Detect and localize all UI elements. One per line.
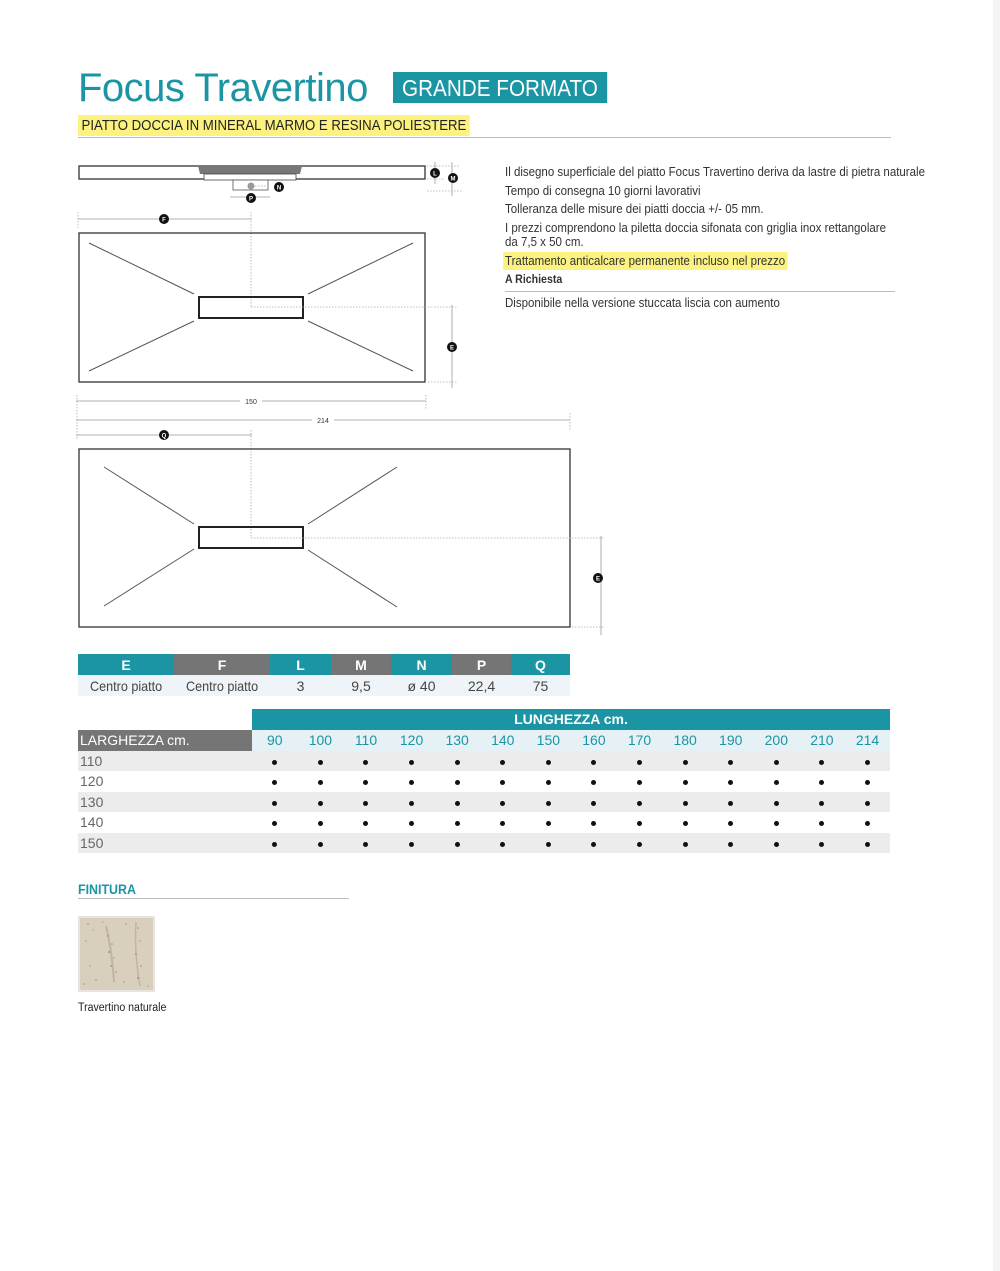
availability-cell bbox=[389, 812, 435, 833]
finish-divider bbox=[78, 898, 349, 899]
availability-cell bbox=[754, 812, 800, 833]
svg-text:L: L bbox=[433, 171, 437, 178]
availability-cell bbox=[480, 792, 526, 813]
availability-cell bbox=[662, 812, 708, 833]
availability-cell bbox=[799, 751, 845, 772]
info-line: da 7,5 x 50 cm. bbox=[505, 234, 584, 249]
size-row bbox=[78, 792, 890, 813]
availability-cell bbox=[526, 792, 572, 813]
available-dot-icon bbox=[455, 780, 460, 785]
availability-cell bbox=[799, 833, 845, 854]
availability-cell bbox=[662, 771, 708, 792]
marker-L bbox=[430, 168, 440, 178]
available-dot-icon bbox=[500, 801, 505, 806]
availability-cell bbox=[298, 771, 344, 792]
length-col-110: 110 bbox=[343, 730, 389, 751]
available-dot-icon bbox=[318, 780, 323, 785]
finish-title: FINITURA bbox=[78, 882, 136, 897]
availability-cell bbox=[526, 833, 572, 854]
availability-cell bbox=[343, 792, 389, 813]
svg-text:M: M bbox=[450, 176, 456, 183]
available-dot-icon bbox=[318, 801, 323, 806]
availability-cell bbox=[754, 751, 800, 772]
width-row-label: 110 bbox=[78, 751, 252, 772]
availability-cell bbox=[708, 812, 754, 833]
availability-cell bbox=[845, 771, 891, 792]
length-col-180: 180 bbox=[662, 730, 708, 751]
availability-cell bbox=[571, 833, 617, 854]
availability-cell bbox=[343, 833, 389, 854]
format-badge: GRANDE FORMATO bbox=[393, 72, 607, 103]
available-dot-icon bbox=[865, 821, 870, 826]
availability-cell bbox=[617, 792, 663, 813]
availability-cell bbox=[434, 812, 480, 833]
available-dot-icon bbox=[865, 780, 870, 785]
available-dot-icon bbox=[637, 842, 642, 847]
availability-cell bbox=[708, 833, 754, 854]
available-dot-icon bbox=[591, 842, 596, 847]
length-col-90: 90 bbox=[252, 730, 298, 751]
available-dot-icon bbox=[683, 801, 688, 806]
svg-text:E: E bbox=[449, 345, 455, 352]
available-dot-icon bbox=[546, 842, 551, 847]
availability-cell bbox=[389, 833, 435, 854]
availability-cell bbox=[434, 792, 480, 813]
availability-cell bbox=[571, 792, 617, 813]
available-dot-icon bbox=[637, 821, 642, 826]
dim-value-Q: 75 bbox=[511, 675, 570, 696]
available-dot-icon bbox=[363, 842, 368, 847]
available-dot-icon bbox=[500, 842, 505, 847]
on-request-title: A Richiesta bbox=[505, 274, 563, 286]
dim-value-F: Centro piatto bbox=[174, 675, 270, 696]
available-dot-icon bbox=[318, 821, 323, 826]
availability-cell bbox=[845, 751, 891, 772]
available-dot-icon bbox=[272, 760, 277, 765]
available-dot-icon bbox=[774, 760, 779, 765]
dim-value-N: ø 40 bbox=[391, 675, 452, 696]
available-dot-icon bbox=[272, 801, 277, 806]
availability-cell bbox=[252, 792, 298, 813]
availability-cell bbox=[708, 751, 754, 772]
availability-cell bbox=[662, 792, 708, 813]
available-dot-icon bbox=[819, 842, 824, 847]
availability-cell bbox=[389, 792, 435, 813]
marker-Q bbox=[159, 430, 169, 440]
dim-value-P: 22,4 bbox=[452, 675, 511, 696]
availability-cell bbox=[298, 812, 344, 833]
available-dot-icon bbox=[819, 821, 824, 826]
availability-cell bbox=[343, 812, 389, 833]
available-dot-icon bbox=[591, 780, 596, 785]
available-dot-icon bbox=[865, 801, 870, 806]
availability-cell bbox=[480, 833, 526, 854]
available-dot-icon bbox=[409, 801, 414, 806]
availability-cell bbox=[754, 771, 800, 792]
dim-header-F: F bbox=[174, 654, 270, 675]
length-col-130: 130 bbox=[434, 730, 480, 751]
available-dot-icon bbox=[774, 842, 779, 847]
svg-text:F: F bbox=[162, 217, 166, 224]
marker-P bbox=[246, 193, 256, 203]
availability-cell bbox=[434, 833, 480, 854]
dim-header-Q: Q bbox=[511, 654, 570, 675]
available-dot-icon bbox=[455, 801, 460, 806]
availability-cell bbox=[662, 833, 708, 854]
availability-cell bbox=[799, 792, 845, 813]
info-divider bbox=[505, 291, 895, 292]
length-col-210: 210 bbox=[799, 730, 845, 751]
svg-text:Q: Q bbox=[161, 433, 167, 440]
length-header: LUNGHEZZA cm. bbox=[252, 709, 890, 730]
available-dot-icon bbox=[455, 821, 460, 826]
marker-E-1 bbox=[447, 342, 457, 352]
size-row bbox=[78, 812, 890, 833]
available-dot-icon bbox=[819, 760, 824, 765]
sizes-table bbox=[78, 730, 890, 853]
width-row-label: 150 bbox=[78, 833, 252, 854]
marker-E-2 bbox=[593, 573, 603, 583]
svg-text:E: E bbox=[595, 576, 601, 583]
available-dot-icon bbox=[683, 842, 688, 847]
plan-view-214 bbox=[79, 449, 605, 635]
available-dot-icon bbox=[683, 760, 688, 765]
info-line: Tempo di consegna 10 giorni lavorativi bbox=[505, 183, 701, 198]
available-dot-icon bbox=[546, 780, 551, 785]
width-row-label: 130 bbox=[78, 792, 252, 813]
available-dot-icon bbox=[318, 760, 323, 765]
width-header: LARGHEZZA cm. bbox=[78, 730, 252, 751]
dimensions-table bbox=[78, 654, 570, 696]
length-col-160: 160 bbox=[571, 730, 617, 751]
availability-cell bbox=[708, 792, 754, 813]
availability-cell bbox=[252, 751, 298, 772]
finish-swatch-travertino[interactable] bbox=[78, 916, 155, 992]
availability-cell bbox=[298, 751, 344, 772]
availability-cell bbox=[617, 771, 663, 792]
finish-label: Travertino naturale bbox=[78, 1002, 167, 1014]
availability-cell bbox=[845, 792, 891, 813]
width-row-label: 140 bbox=[80, 814, 104, 831]
available-dot-icon bbox=[546, 760, 551, 765]
available-dot-icon bbox=[546, 821, 551, 826]
availability-cell bbox=[571, 771, 617, 792]
dim-value-E: Centro piatto bbox=[78, 675, 174, 696]
svg-text:N: N bbox=[276, 185, 282, 192]
plan-view-150 bbox=[79, 233, 458, 388]
available-dot-icon bbox=[318, 842, 323, 847]
available-dot-icon bbox=[409, 760, 414, 765]
marker-N bbox=[274, 182, 284, 192]
availability-cell bbox=[389, 771, 435, 792]
product-info bbox=[505, 163, 925, 312]
size-row bbox=[78, 833, 890, 854]
available-dot-icon bbox=[591, 760, 596, 765]
availability-cell bbox=[389, 751, 435, 772]
info-line: I prezzi comprendono la piletta doccia sifonata con griglia inox rettangolare bbox=[505, 220, 887, 235]
info-line: Tolleranza delle misure dei piatti doccia +/- 05 mm. bbox=[505, 202, 764, 216]
availability-cell bbox=[617, 812, 663, 833]
available-dot-icon bbox=[728, 842, 733, 847]
availability-cell bbox=[526, 751, 572, 772]
available-dot-icon bbox=[865, 842, 870, 847]
dim-150-label: 150 bbox=[245, 399, 257, 406]
available-dot-icon bbox=[455, 760, 460, 765]
availability-cell bbox=[799, 771, 845, 792]
length-col-190: 190 bbox=[708, 730, 754, 751]
available-dot-icon bbox=[363, 780, 368, 785]
availability-cell bbox=[434, 751, 480, 772]
availability-cell bbox=[708, 771, 754, 792]
availability-cell bbox=[434, 771, 480, 792]
availability-cell bbox=[298, 792, 344, 813]
availability-cell bbox=[343, 771, 389, 792]
availability-cell bbox=[754, 792, 800, 813]
info-line: Il disegno superficiale del piatto Focus Travertino deriva da lastre di pietra naturale bbox=[505, 165, 925, 179]
available-dot-icon bbox=[819, 801, 824, 806]
length-col-200: 200 bbox=[754, 730, 800, 751]
available-dot-icon bbox=[637, 780, 642, 785]
length-col-214: 214 bbox=[845, 730, 891, 751]
marker-F bbox=[159, 214, 169, 224]
available-dot-icon bbox=[637, 801, 642, 806]
availability-cell bbox=[252, 771, 298, 792]
availability-cell bbox=[571, 751, 617, 772]
on-request-text: Disponibile nella versione stuccata liscia con aumento bbox=[505, 295, 780, 310]
availability-cell bbox=[845, 812, 891, 833]
available-dot-icon bbox=[728, 801, 733, 806]
available-dot-icon bbox=[774, 821, 779, 826]
page-edge bbox=[993, 0, 1000, 1271]
availability-cell bbox=[845, 833, 891, 854]
available-dot-icon bbox=[409, 780, 414, 785]
available-dot-icon bbox=[728, 821, 733, 826]
dim-214-label: 214 bbox=[317, 418, 329, 425]
info-highlight: Trattamento anticalcare permanente incluso nel prezzo bbox=[503, 252, 787, 271]
availability-cell bbox=[526, 771, 572, 792]
length-col-150: 150 bbox=[526, 730, 572, 751]
available-dot-icon bbox=[363, 821, 368, 826]
availability-cell bbox=[526, 812, 572, 833]
available-dot-icon bbox=[683, 821, 688, 826]
available-dot-icon bbox=[728, 780, 733, 785]
available-dot-icon bbox=[637, 760, 642, 765]
available-dot-icon bbox=[546, 801, 551, 806]
availability-cell bbox=[754, 833, 800, 854]
page-title: Focus Travertino bbox=[78, 66, 368, 110]
width-row-label: 120 bbox=[80, 773, 104, 790]
dim-header-M: M bbox=[331, 654, 391, 675]
availability-cell bbox=[480, 812, 526, 833]
availability-cell bbox=[298, 833, 344, 854]
available-dot-icon bbox=[819, 780, 824, 785]
page-subtitle: PIATTO DOCCIA IN MINERAL MARMO E RESINA POLIESTERE bbox=[78, 115, 470, 136]
availability-cell bbox=[252, 833, 298, 854]
svg-text:P: P bbox=[248, 196, 254, 203]
size-row bbox=[78, 771, 890, 792]
available-dot-icon bbox=[774, 801, 779, 806]
dim-value-L: 3 bbox=[270, 675, 331, 696]
available-dot-icon bbox=[272, 821, 277, 826]
technical-drawing bbox=[0, 0, 620, 650]
size-row bbox=[78, 751, 890, 772]
available-dot-icon bbox=[591, 801, 596, 806]
availability-cell bbox=[617, 751, 663, 772]
availability-cell bbox=[799, 812, 845, 833]
available-dot-icon bbox=[500, 760, 505, 765]
length-col-100: 100 bbox=[298, 730, 344, 751]
available-dot-icon bbox=[272, 780, 277, 785]
available-dot-icon bbox=[363, 760, 368, 765]
dim-header-E: E bbox=[78, 654, 174, 675]
dim-header-N: N bbox=[391, 654, 452, 675]
available-dot-icon bbox=[363, 801, 368, 806]
dim-header-P: P bbox=[452, 654, 511, 675]
length-col-170: 170 bbox=[617, 730, 663, 751]
availability-cell bbox=[571, 812, 617, 833]
availability-cell bbox=[662, 751, 708, 772]
available-dot-icon bbox=[774, 780, 779, 785]
available-dot-icon bbox=[455, 842, 460, 847]
marker-M bbox=[448, 173, 458, 183]
available-dot-icon bbox=[865, 760, 870, 765]
side-profile bbox=[79, 162, 462, 197]
availability-cell bbox=[343, 751, 389, 772]
availability-cell bbox=[480, 751, 526, 772]
available-dot-icon bbox=[728, 760, 733, 765]
availability-cell bbox=[480, 771, 526, 792]
length-col-140: 140 bbox=[480, 730, 526, 751]
dim-value-M: 9,5 bbox=[331, 675, 391, 696]
available-dot-icon bbox=[272, 842, 277, 847]
available-dot-icon bbox=[409, 842, 414, 847]
available-dot-icon bbox=[683, 780, 688, 785]
available-dot-icon bbox=[591, 821, 596, 826]
availability-cell bbox=[617, 833, 663, 854]
available-dot-icon bbox=[500, 821, 505, 826]
availability-cell bbox=[252, 812, 298, 833]
available-dot-icon bbox=[500, 780, 505, 785]
length-col-120: 120 bbox=[389, 730, 435, 751]
dim-header-L: L bbox=[270, 654, 331, 675]
available-dot-icon bbox=[409, 821, 414, 826]
